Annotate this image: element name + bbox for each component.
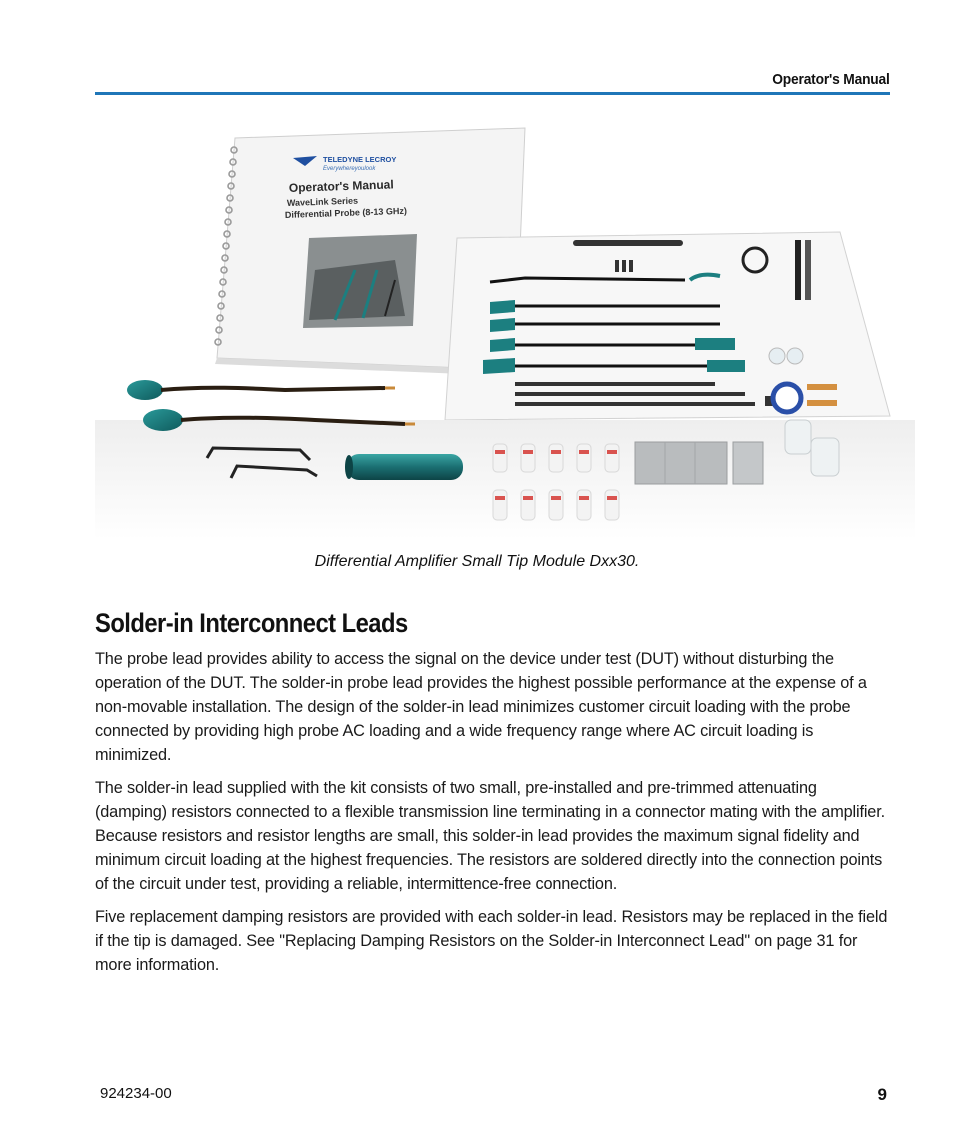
manual-title: Operator's Manual xyxy=(288,177,394,195)
body-paragraph-1: The probe lead provides ability to access the signal on the device under test (DUT) without disturbing the operation of the DUT. The solder-in probe lead provides the highest possible performance at the expense of a non-movable installation. The design of the solder-in lead minimizes customer circuit loading with the probe connected by providing high probe AC loading and a wide frequency range where AC circuit loading is minimized. xyxy=(95,650,867,764)
document-number: 924234-00 xyxy=(100,1085,172,1102)
accessory-board xyxy=(445,232,890,420)
adhesive-pads xyxy=(635,442,763,484)
manual-brand: TELEDYNE LECROY xyxy=(323,155,397,164)
figure-caption: Differential Amplifier Small Tip Module Dxx30. xyxy=(314,553,640,570)
board-seal xyxy=(773,384,801,412)
browser-probe xyxy=(573,240,683,246)
solder-in-lead-1 xyxy=(127,380,395,400)
manual-series: WaveLink Series xyxy=(286,195,359,208)
body-paragraph-2: The solder-in lead supplied with the kit consists of two small, pre-installed and pre-trimmed attenuating (damping) resistors connected to a flexible transmission line terminating in a connector mating with the amplifier. Because resistors and resistor lengths are small, this solder-in lead provides the maximum signal fidelity and minimum circuit loading at the highest frequencies. The resistors are soldered directly into the connection points of the circuit under test, providing a reliable, intermittence-free connection. xyxy=(95,779,885,893)
body-paragraph-3: Five replacement damping resistors are provided with each solder-in lead. Resistors may be replaced in the field if the tip is damaged. See "Replacing Damping Resistors on the Solder-in Interconnect Lead" on page 31 for more information. xyxy=(95,908,888,974)
page-number: 9 xyxy=(877,1085,887,1104)
header-rule xyxy=(95,92,890,95)
amplifier-module-cylinder xyxy=(345,454,463,480)
section-heading: Solder-in Interconnect Leads xyxy=(95,608,408,638)
manual-tagline: Everywhereyoulook xyxy=(323,166,376,172)
product-kit-photo xyxy=(95,120,915,540)
kit-illustration xyxy=(95,120,915,540)
manual-product: Differential Probe (8-13 GHz) xyxy=(284,205,408,220)
running-header-title: Operator's Manual xyxy=(772,71,890,88)
section-body xyxy=(95,647,890,986)
